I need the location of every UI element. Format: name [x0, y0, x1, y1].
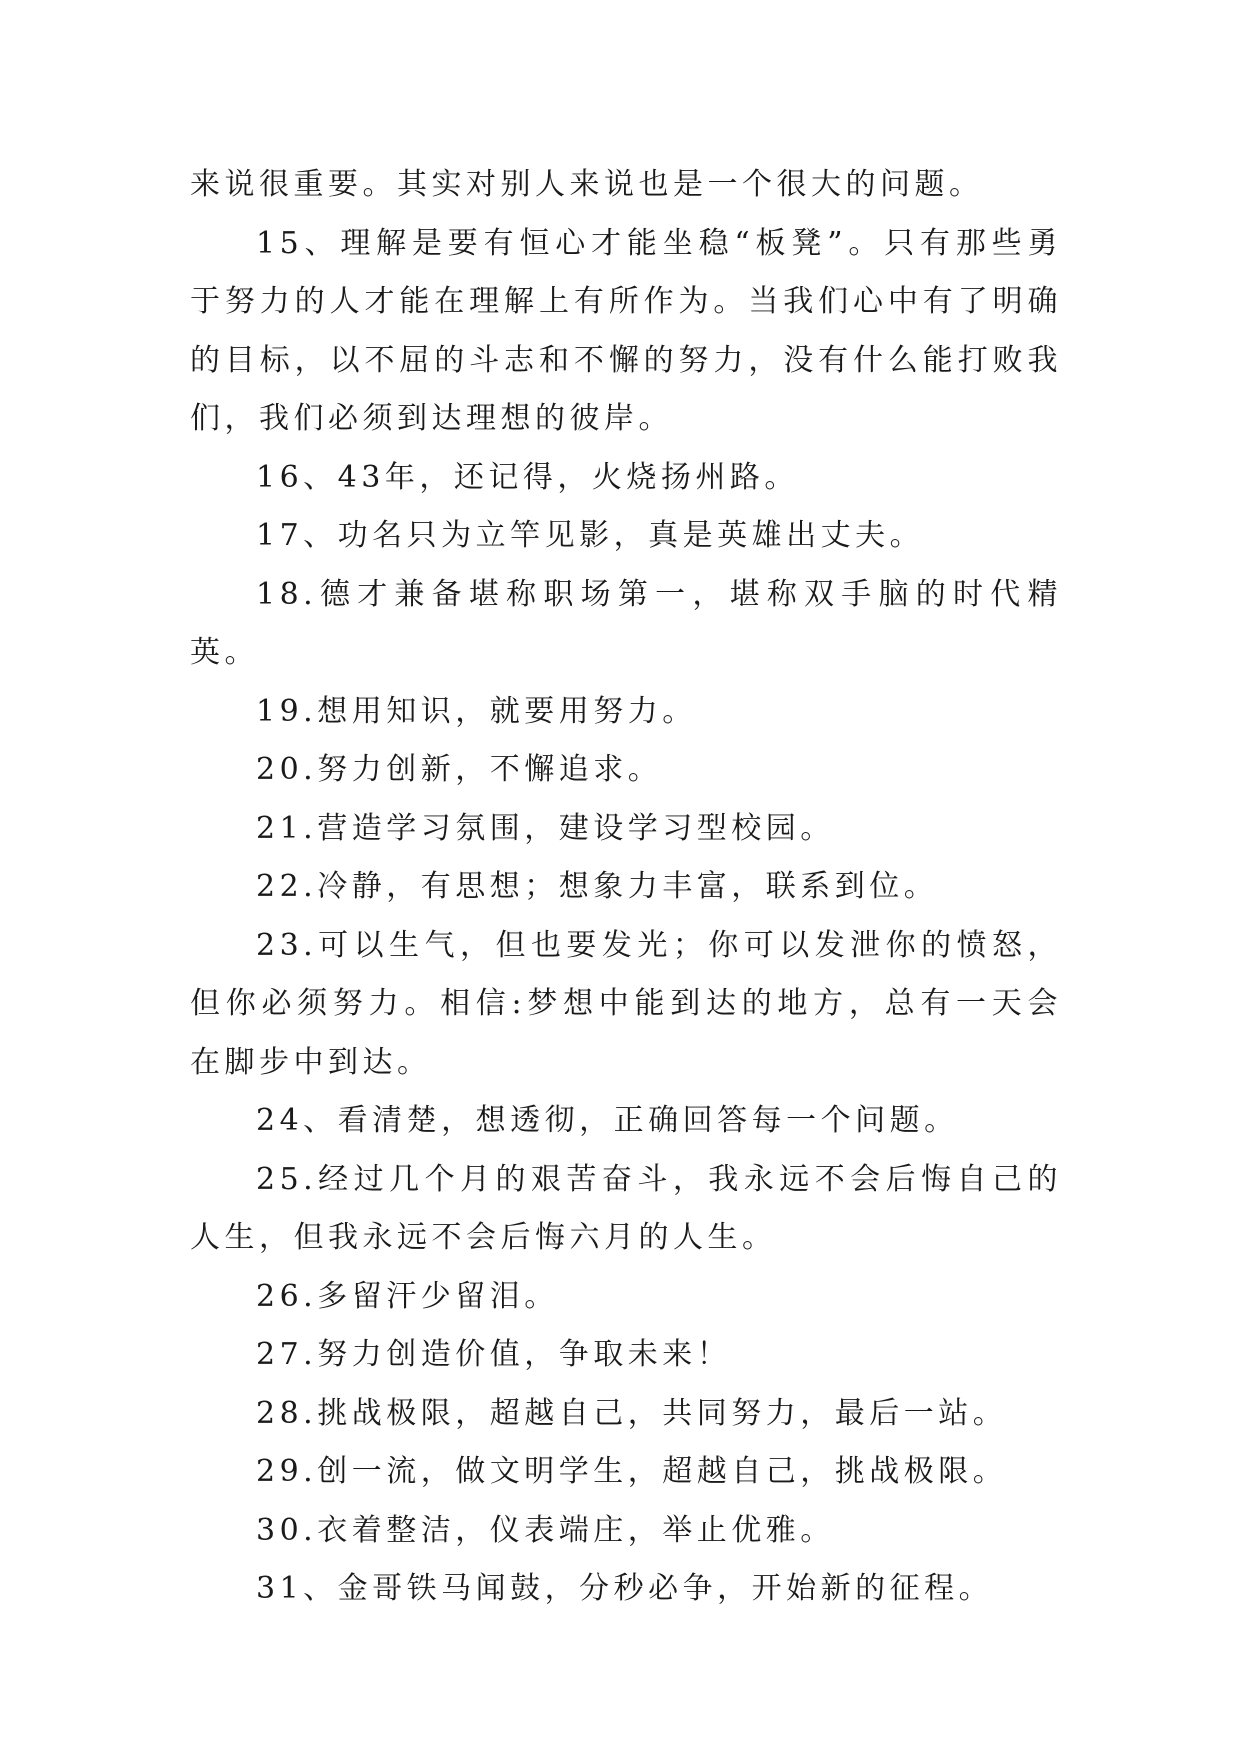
paragraph: 19.想用知识，就要用努力。: [256, 693, 697, 729]
paragraph: 30.衣着整洁，仪表端庄，举止优雅。: [256, 1512, 835, 1548]
paragraph: 来说很重要。其实对别人来说也是一个很大的问题。: [190, 167, 984, 202]
paragraph: 22.冷静，有思想；想象力丰富，联系到位。: [256, 869, 939, 904]
paragraph: 29.创一流，做文明学生，超越自己，挑战极限。: [256, 1454, 1008, 1489]
paragraph: 23.可以生气，但也要发光；你可以发泄你的愤怒，但你必须努力。相信:梦想中能到达的地方，总有一天会在脚步中到达。: [190, 927, 1062, 1080]
paragraph: 28.挑战极限，超越自己，共同努力，最后一站。: [256, 1395, 1008, 1431]
paragraph: 16、43年，还记得，火烧扬州路。: [256, 459, 799, 495]
paragraph: 17、功名只为立竿见影，真是英雄出丈夫。: [256, 518, 925, 553]
paragraph: 18.德才兼备堪称职场第一，堪称双手脑的时代精英。: [190, 576, 1062, 670]
paragraph: 15、理解是要有恒心才能坐稳“板凳”。只有那些勇于努力的人才能在理解上有所作为。当我们心中有了明确的目标，以不屈的斗志和不懈的努力，没有什么能打败我们，我们必须到达理想的彼岸。: [190, 225, 1062, 436]
paragraph: 21.营造学习氛围，建设学习型校园。: [256, 810, 835, 846]
paragraph: 25.经过几个月的艰苦奋斗，我永远不会后悔自己的人生，但我永远不会后悔六月的人生。: [190, 1161, 1062, 1255]
paragraph: 20.努力创新，不懈追求。: [256, 752, 663, 787]
paragraph: 31、金哥铁马闻鼓，分秒必争，开始新的征程。: [256, 1571, 994, 1606]
paragraph: 27.努力创造价值，争取未来！: [256, 1337, 732, 1372]
paragraph: 26.多留汗少留泪。: [256, 1278, 559, 1314]
document-body: [190, 156, 1062, 1619]
paragraph: 24、看清楚，想透彻，正确回答每一个问题。: [256, 1103, 959, 1138]
